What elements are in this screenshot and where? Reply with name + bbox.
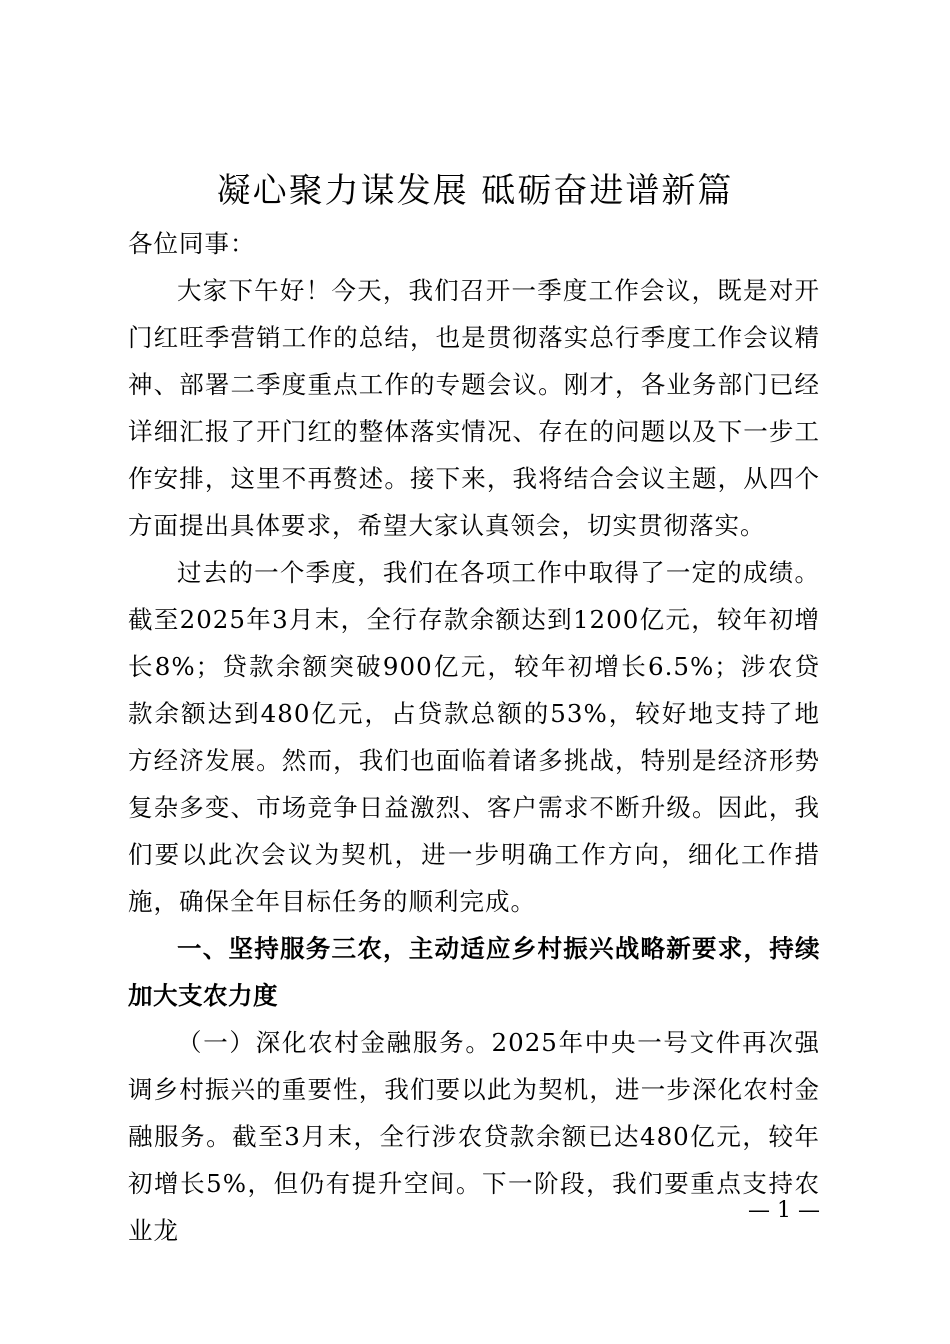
paragraph-subsection: （一）深化农村金融服务。2025年中央一号文件再次强调乡村振兴的重要性，我们要以此为契机，进一步深化农村金融服务。截至3月末，全行涉农贷款余额已达480亿元，较年初增长5%，但仍有提升空间。下一阶段，我们要重点支持农业龙 (128, 1028, 820, 1245)
page-title: 凝心聚力谋发展 砥砺奋进谱新篇 (216, 171, 734, 211)
section-heading: 一、坚持服务三农，主动适应乡村振兴战略新要求，持续加大支农力度 (128, 934, 820, 1010)
page-number: — 1 — (748, 1198, 820, 1223)
paragraph-achievements: 过去的一个季度，我们在各项工作中取得了一定的成绩。截至2025年3月末，全行存款余额达到1200亿元，较年初增长8%；贷款余额突破900亿元，较年初增长6.5%；涉农贷款余额达到480亿元，占贷款总额的53%，较好地支持了地方经济发展。然而，我们也面临着诸多挑战，特别是经济形势复杂多变、市场竞争日益激烈、客户需求不断升级。因此，我们要以此次会议为契机，进一步明确工作方向，细化工作措施，确保全年目标任务的顺利完成。 (128, 558, 820, 916)
document-body (128, 220, 820, 1254)
salutation: 各位同事： (128, 229, 256, 258)
paragraph-opening: 大家下午好！今天，我们召开一季度工作会议，既是对开门红旺季营销工作的总结，也是贯彻落实总行季度工作会议精神、部署二季度重点工作的专题会议。刚才，各业务部门已经详细汇报了开门红的整体落实情况、存在的问题以及下一步工作安排，这里不再赘述。接下来，我将结合会议主题，从四个方面提出具体要求，希望大家认真领会，切实贯彻落实。 (128, 276, 820, 540)
